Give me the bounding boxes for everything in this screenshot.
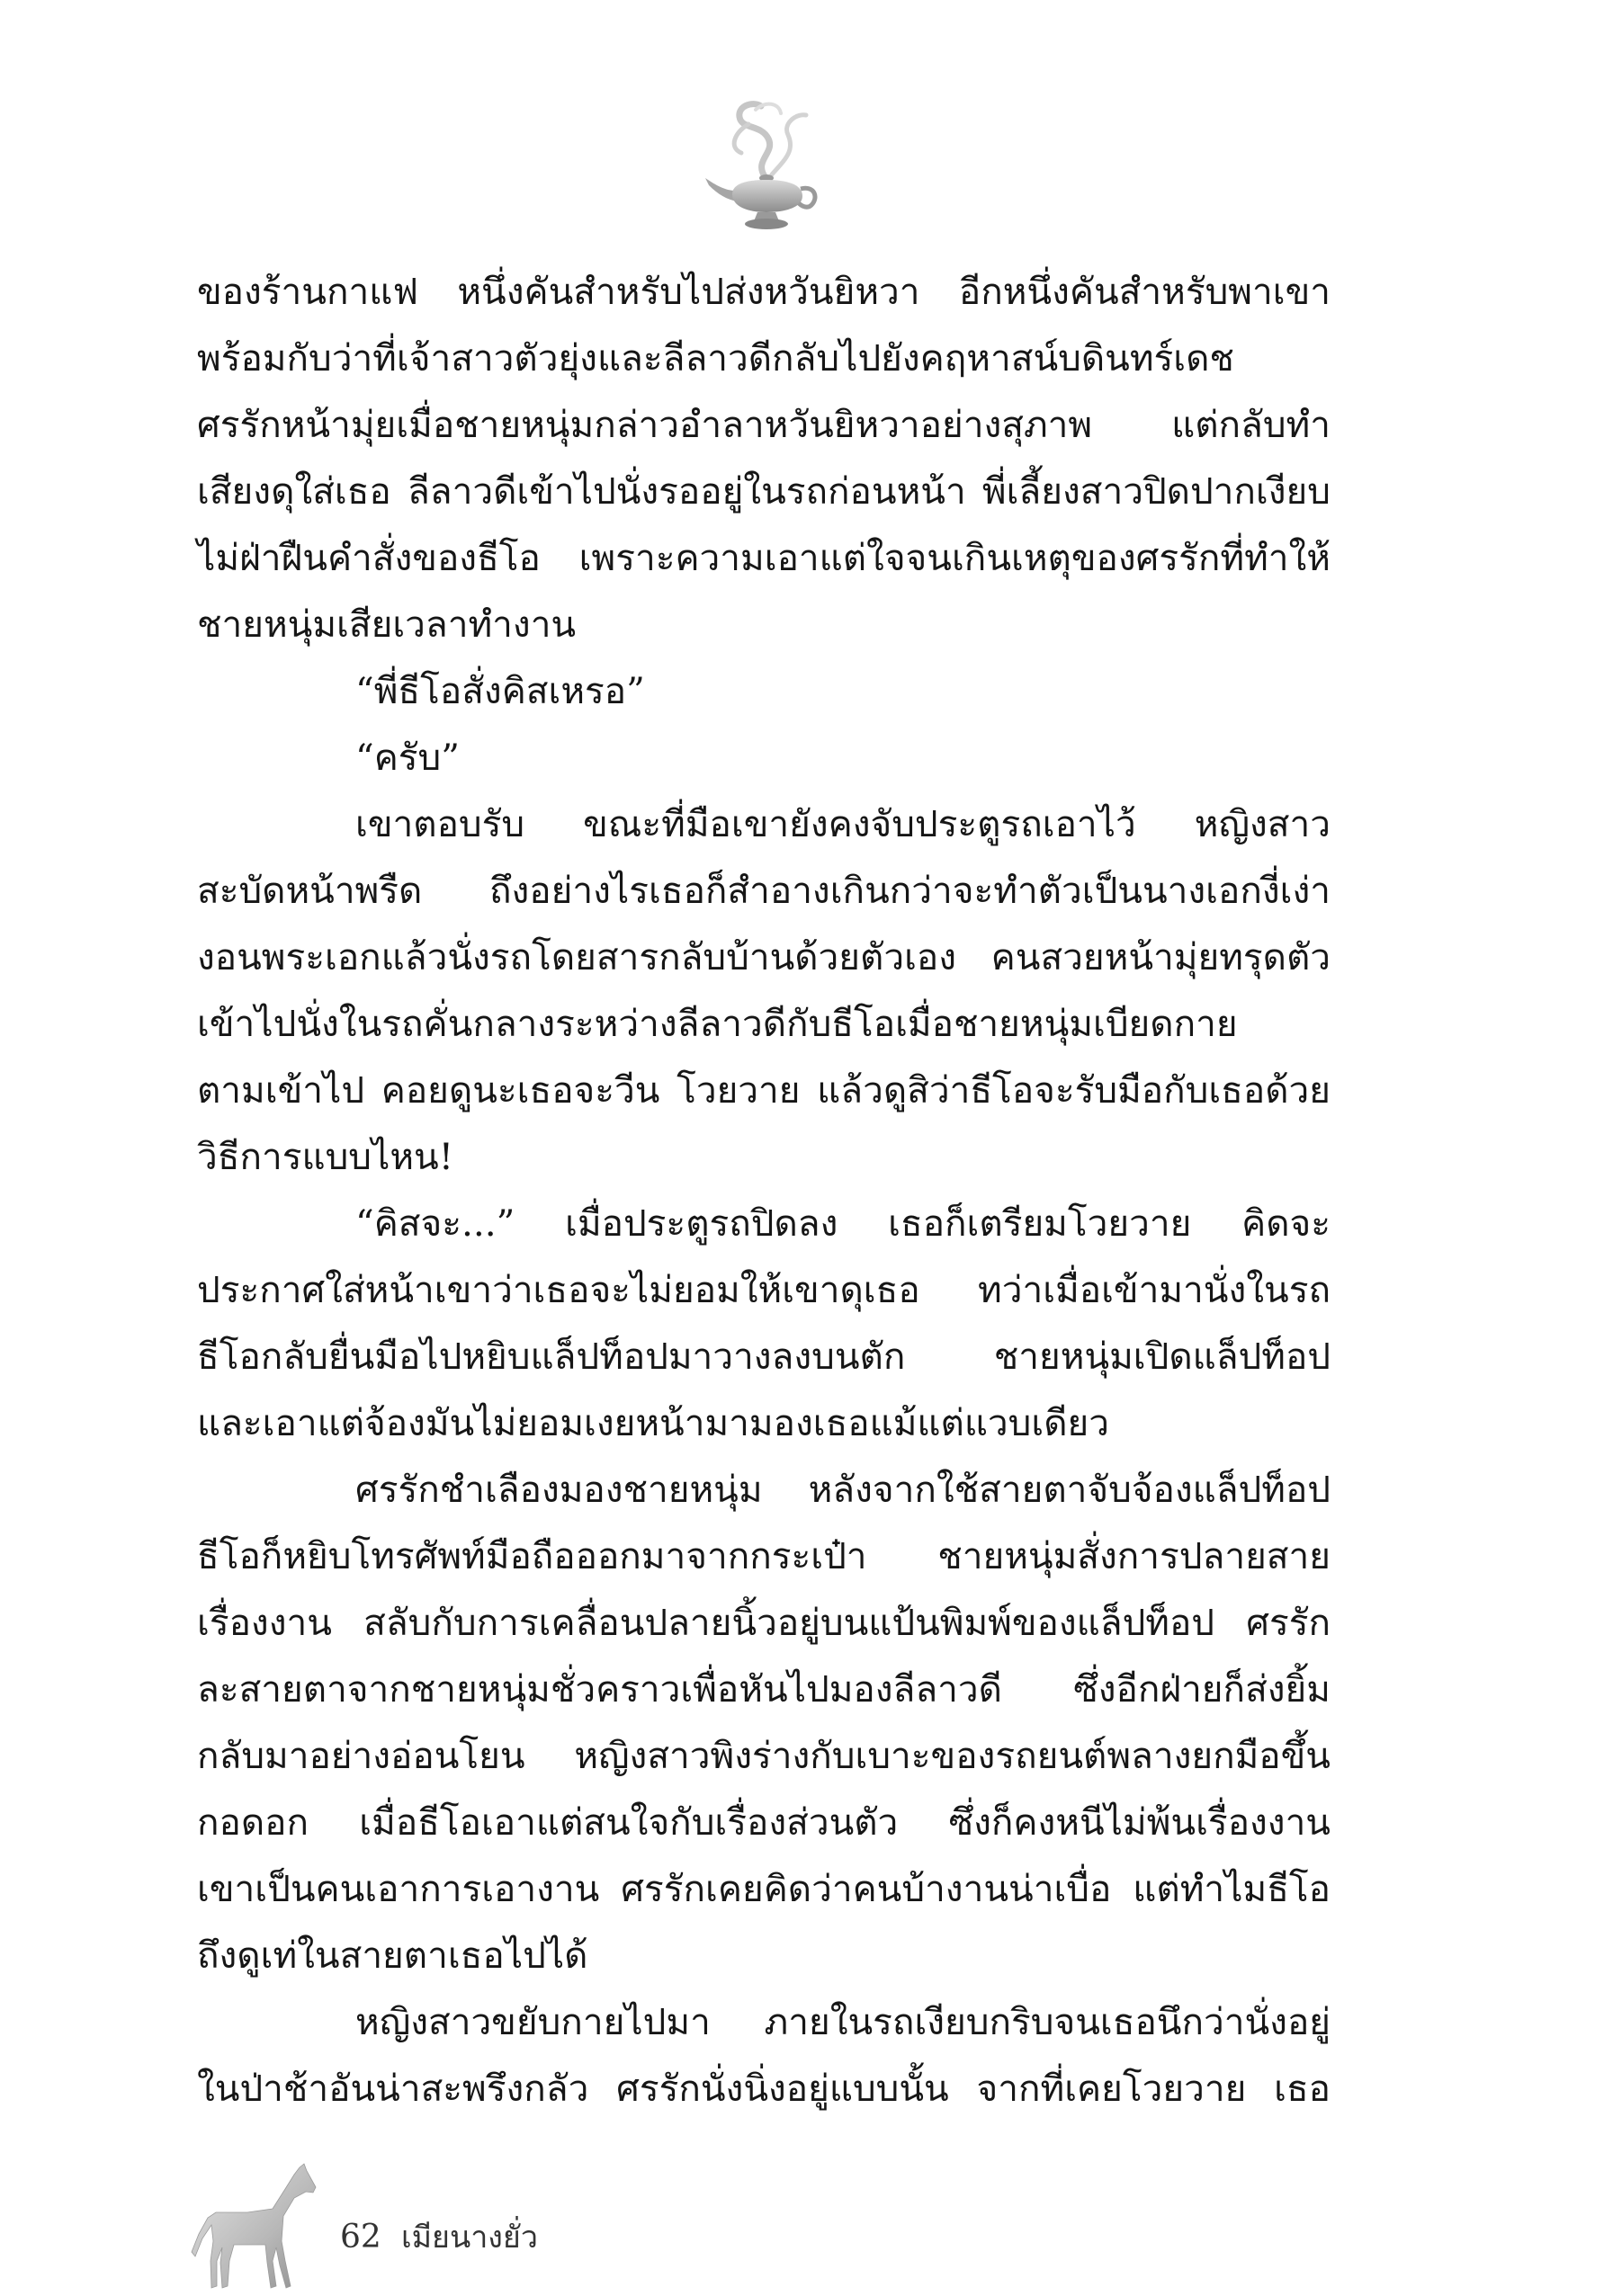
- lamp-smoke: [734, 104, 806, 176]
- body-text: [197, 258, 1331, 2122]
- horse-icon: [184, 2162, 319, 2292]
- lamp-base: [745, 219, 788, 229]
- paragraph: [197, 1988, 1331, 2122]
- text-line: สะบัดหน้าพรืด ถึงอย่างไรเธอก็สำอางเกินกว่าจะทำตัวเป็นนางเอกงี่เง่า: [197, 869, 1331, 912]
- text-line: ชายหนุ่มเสียเวลาทำงาน: [197, 603, 577, 646]
- text-line: “พี่ธีโอสั่งคิสเหรอ”: [355, 669, 645, 712]
- paragraph: [197, 1456, 1331, 1988]
- horse-graphic: [184, 2162, 319, 2292]
- book-title: เมียนางยั่ว: [401, 2220, 538, 2256]
- text-line: วิธีการแบบไหน!: [197, 1135, 454, 1178]
- page-number: 62: [340, 2219, 381, 2256]
- dialogue-paragraph: [197, 724, 1331, 791]
- paragraph: [197, 791, 1331, 1190]
- text-line: ละสายตาจากชายหนุ่มชั่วคราวเพื่อหันไปมองลีลาวดี ซึ่งอีกฝ่ายก็ส่งยิ้ม: [197, 1667, 1331, 1711]
- lamp-body: [732, 180, 802, 212]
- text-line: “คิสจะ...” เมื่อประตูรถปิดลง เธอก็เตรียมโวยวาย คิดจะ: [355, 1202, 1331, 1245]
- text-line: “ครับ”: [355, 736, 460, 779]
- text-line: กอดอก เมื่อธีโอเอาแต่สนใจกับเรื่องส่วนตัว ซึ่งก็คงหนีไม่พ้นเรื่องงาน: [197, 1800, 1331, 1844]
- dialogue-paragraph: [197, 657, 1331, 724]
- text-line: ไม่ฝ่าฝืนคำสั่งของธีโอ เพราะความเอาแต่ใจจนเกินเหตุของศรรักที่ทำให้: [197, 536, 1331, 579]
- text-line: ประกาศใส่หน้าเขาว่าเธอจะไม่ยอมให้เขาดุเธอ ทว่าเมื่อเข้ามานั่งในรถ: [197, 1268, 1331, 1311]
- text-line: ศรรักหน้ามุ่ยเมื่อชายหนุ่มกล่าวอำลาหวันยิหวาอย่างสุภาพ แต่กลับทำ: [197, 403, 1331, 446]
- horse-silhouette: [192, 2164, 316, 2288]
- text-line: เรื่องงาน สลับกับการเคลื่อนปลายนิ้วอยู่บนแป้นพิมพ์ของแล็ปท็อป ศรรัก: [197, 1601, 1331, 1644]
- text-line: เขาตอบรับ ขณะที่มือเขายังคงจับประตูรถเอาไว้ หญิงสาว: [355, 802, 1331, 845]
- magic-lamp-graphic: [702, 97, 820, 234]
- text-line: ถึงดูเท่ในสายตาเธอไปได้: [197, 1934, 588, 1977]
- text-line: และเอาแต่จ้องมันไม่ยอมเงยหน้ามามองเธอแม้แต่แวบเดียว: [197, 1401, 1109, 1444]
- text-line: กลับมาอย่างอ่อนโยน หญิงสาวพิงร่างกับเบาะของรถยนต์พลางยกมือขึ้น: [197, 1734, 1331, 1777]
- text-line: งอนพระเอกแล้วนั่งรถโดยสารกลับบ้านด้วยตัวเอง คนสวยหน้ามุ่ยทรุดตัว: [197, 935, 1331, 978]
- text-line: ของร้านกาแฟ หนึ่งคันสำหรับไปส่งหวันยิหวา อีกหนึ่งคันสำหรับพาเขา: [197, 270, 1331, 313]
- text-line: พร้อมกับว่าที่เจ้าสาวตัวยุ่งและลีลาวดีกลับไปยังคฤหาสน์บดินทร์เดช: [197, 336, 1234, 380]
- text-line: ตามเข้าไป คอยดูนะเธอจะวีน โวยวาย แล้วดูสิว่าธีโอจะรับมือกับเธอด้วย: [197, 1068, 1331, 1112]
- magic-lamp-icon: [702, 97, 820, 234]
- text-line: เข้าไปนั่งในรถคั่นกลางระหว่างลีลาวดีกับธีโอเมื่อชายหนุ่มเบียดกาย: [197, 1002, 1238, 1045]
- text-line: เสียงดุใส่เธอ ลีลาวดีเข้าไปนั่งรออยู่ในรถก่อนหน้า พี่เลี้ยงสาวปิดปากเงียบ: [197, 469, 1331, 513]
- paragraph: [197, 258, 1331, 657]
- text-line: เขาเป็นคนเอาการเอางาน ศรรักเคยคิดว่าคนบ้างานน่าเบื่อ แต่ทำไมธีโอ: [197, 1867, 1331, 1910]
- text-line: หญิงสาวขยับกายไปมา ภายในรถเงียบกริบจนเธอนึกว่านั่งอยู่: [355, 2000, 1331, 2043]
- text-line: ในป่าช้าอันน่าสะพรึงกลัว ศรรักนั่งนิ่งอยู่แบบนั้น จากที่เคยโวยวาย เธอ: [197, 2067, 1331, 2110]
- text-line: ศรรักชำเลืองมองชายหนุ่ม หลังจากใช้สายตาจับจ้องแล็ปท็อป: [355, 1468, 1331, 1511]
- text-line: ธีโอก็หยิบโทรศัพท์มือถือออกมาจากกระเป๋า ชายหนุ่มสั่งการปลายสาย: [197, 1534, 1331, 1577]
- text-line: ธีโอกลับยื่นมือไปหยิบแล็ปท็อปมาวางลงบนตัก ชายหนุ่มเปิดแล็ปท็อป: [197, 1335, 1331, 1378]
- paragraph: [197, 1190, 1331, 1456]
